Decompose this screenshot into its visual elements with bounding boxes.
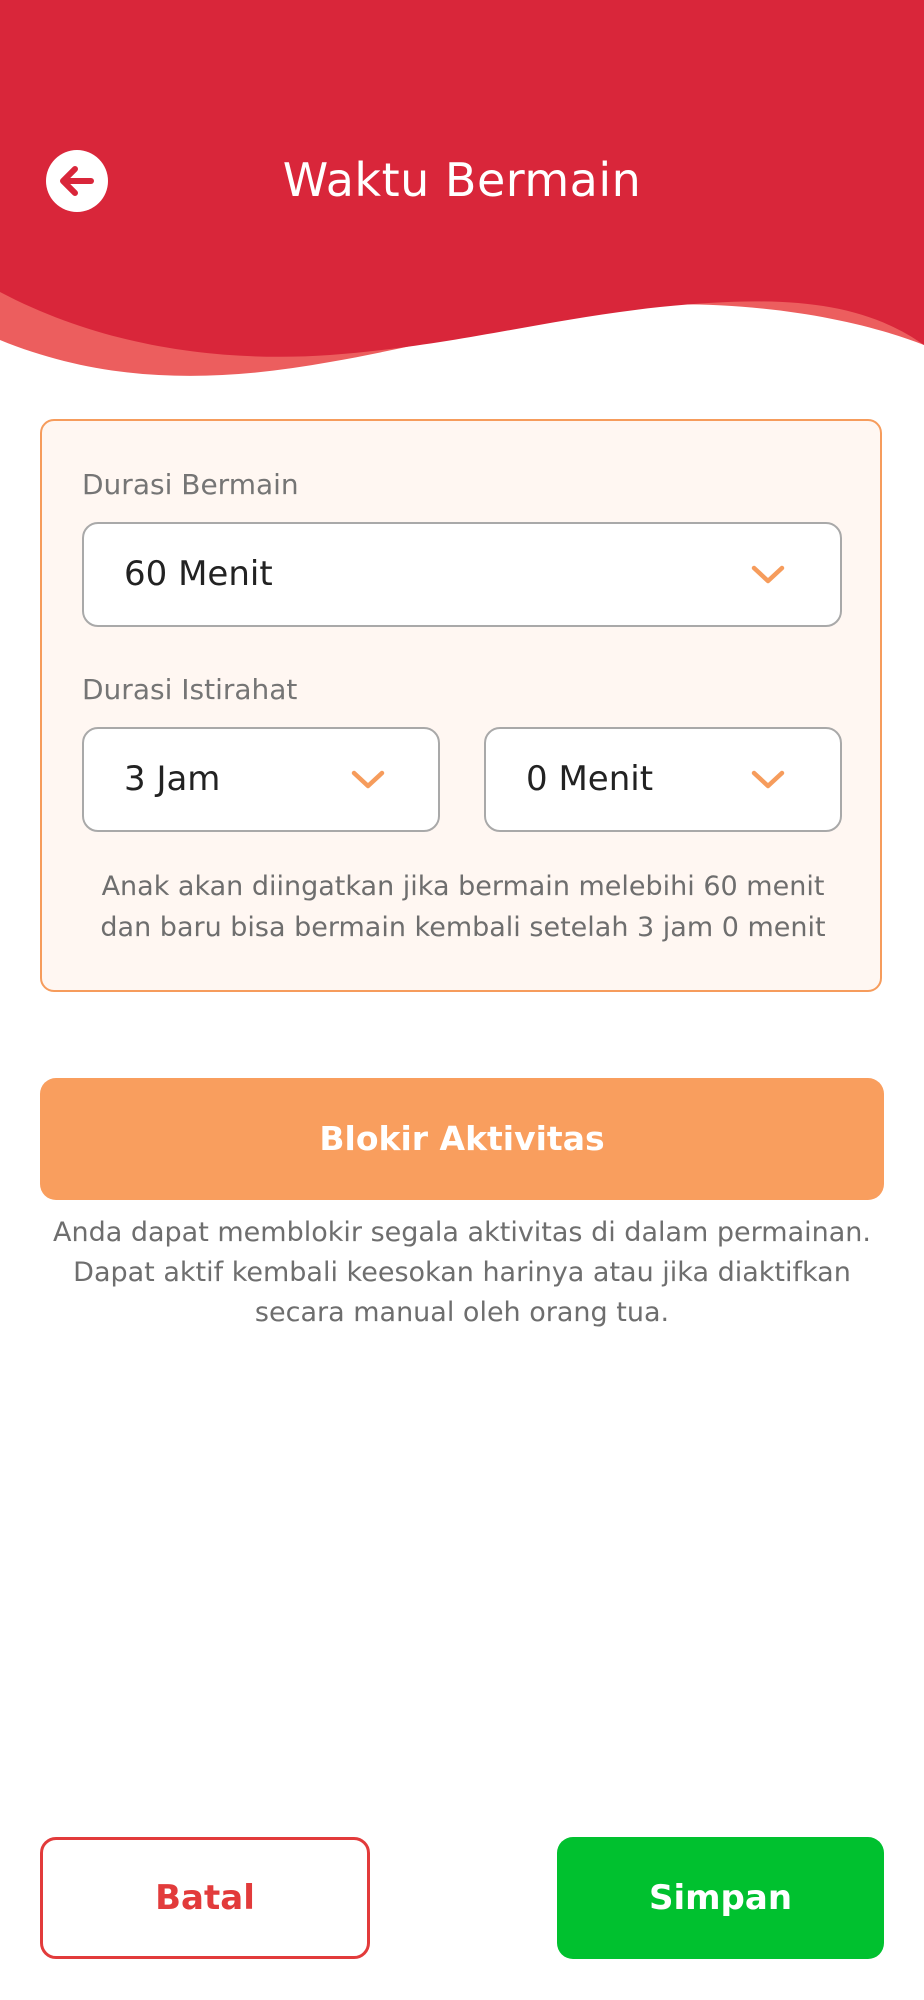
duration-info-line: dan baru bisa bermain kembali setelah 3 jam 0 menit <box>100 912 826 943</box>
rest-hours-value: 3 Jam <box>124 759 221 799</box>
chevron-down-icon <box>750 767 786 791</box>
rest-minutes-select[interactable] <box>484 727 842 832</box>
rest-hours-select[interactable] <box>82 727 440 832</box>
block-activity-button[interactable]: Blokir Aktivitas <box>40 1078 884 1200</box>
block-desc-line: Dapat aktif kembali keesokan harinya atau jika diaktifkan <box>73 1257 851 1288</box>
duration-info-line: Anak akan diingatkan jika bermain melebihi 60 menit <box>101 871 825 902</box>
chevron-down-icon <box>350 767 386 791</box>
rest-duration-label: Durasi Istirahat <box>82 673 298 706</box>
play-duration-label: Durasi Bermain <box>82 468 299 501</box>
block-activity-description <box>40 1213 884 1333</box>
duration-settings-card <box>40 419 882 992</box>
play-duration-value: 60 Menit <box>124 554 273 594</box>
play-duration-select[interactable] <box>82 522 842 627</box>
chevron-down-icon <box>750 562 786 586</box>
save-button[interactable]: Simpan <box>557 1837 884 1959</box>
page-title: Waktu Bermain <box>282 153 642 207</box>
block-desc-line: secara manual oleh orang tua. <box>254 1297 670 1328</box>
cancel-button[interactable]: Batal <box>40 1837 370 1959</box>
duration-info-text <box>72 866 854 948</box>
block-desc-line: Anda dapat memblokir segala aktivitas di dalam permainan. <box>52 1217 871 1248</box>
rest-minutes-value: 0 Menit <box>526 759 654 799</box>
